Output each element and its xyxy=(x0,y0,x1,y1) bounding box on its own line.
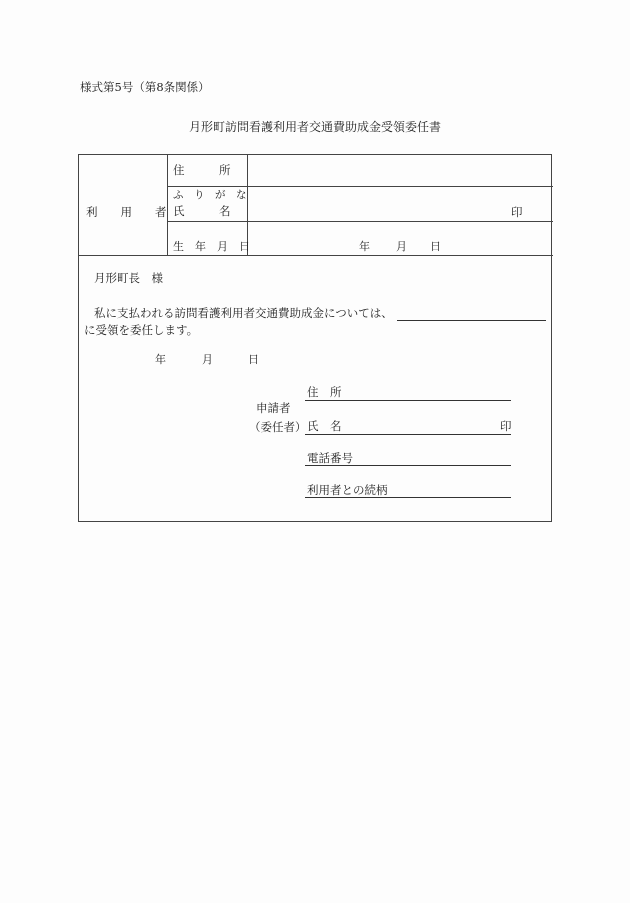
delegate-blank-line xyxy=(397,320,546,321)
table-bottom-divider xyxy=(79,255,553,256)
addressee: 月形町長 様 xyxy=(94,271,163,285)
date-month-label: 月 xyxy=(202,353,213,366)
user-label: 利 用 者 xyxy=(86,205,167,219)
name-label: 氏 名 xyxy=(173,204,231,218)
birthdate-label: 生 年 月 日 xyxy=(173,240,250,253)
birth-day-label: 日 xyxy=(430,240,441,253)
applicant-address-label: 住 所 xyxy=(307,385,342,399)
applicant-relation-label: 利用者との続柄 xyxy=(307,483,388,497)
applicant-name-line xyxy=(305,434,511,435)
document-title: 月形町訪問看護利用者交通費助成金受領委任書 xyxy=(188,120,441,134)
applicant-phone-line xyxy=(305,465,511,466)
row-divider-1 xyxy=(167,186,553,187)
applicant-label: 申請者 xyxy=(256,401,291,415)
applicant-seal-mark: 印 xyxy=(500,419,512,433)
date-year-label: 年 xyxy=(155,353,166,366)
applicant-relation-line xyxy=(305,497,511,498)
address-label: 住 所 xyxy=(173,163,231,177)
birth-month-label: 月 xyxy=(396,240,407,253)
applicant-role: （委任者） xyxy=(249,420,307,434)
birth-year-label: 年 xyxy=(359,240,370,253)
seal-mark: 印 xyxy=(511,205,523,219)
column-divider-1 xyxy=(167,155,168,255)
applicant-name-label: 氏 名 xyxy=(307,419,342,433)
date-day-label: 日 xyxy=(248,353,259,366)
paragraph-line-2: に受領を委任します。 xyxy=(84,323,199,337)
applicant-phone-label: 電話番号 xyxy=(307,451,353,465)
row-divider-2 xyxy=(167,221,553,222)
form-number: 様式第5号（第8条関係） xyxy=(80,80,210,94)
paragraph-line-1: 私に支払われる訪問看護利用者交通費助成金については、 xyxy=(94,306,393,320)
furigana-label: ふ り が な xyxy=(173,189,247,201)
applicant-address-line xyxy=(305,400,511,401)
